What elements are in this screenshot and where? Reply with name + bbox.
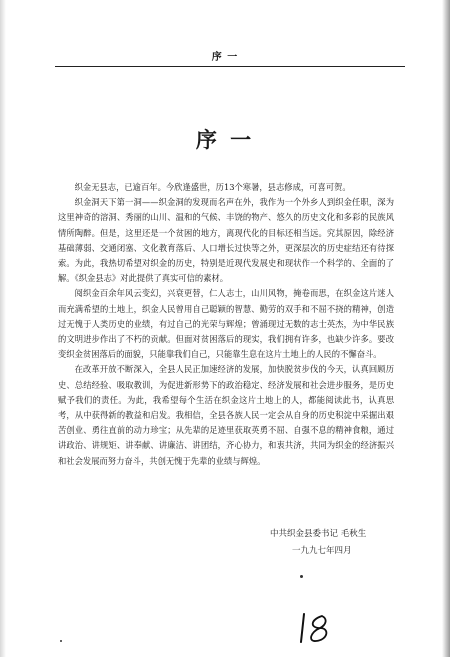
paragraph: 在改革开放不断深入，全县人民正加速经济的发展，加快脱贫步伐的今天，认真回顾历史、总结经验、吸取教训，为促进新形势下的政治稳定、经济发展和社会进步服务，是历史赋予我们的责任。为此，我希望每个生活在织金这片土地上的人，都能阅读此书，认真思考，从中获得新的教益和启发。我相信，全县各族人民一定会从自身的历史积淀中采掘出艰苦创业、勇往直前的动力珍宝；从先辈的足迹里获取英勇不屈、自强不息的精神食粮，通过讲政治、讲规矩、讲奉献、讲廉洁、讲团结，齐心协力，和衷共济，共同为织金的经济振兴和社会发展而努力奋斗，共创无愧于先辈的业绩与辉煌。	[58, 364, 394, 466]
handwritten-page-number	[296, 610, 336, 646]
scan-edge-right	[442, 0, 450, 657]
signature-date: 一九九七年四月	[292, 546, 352, 556]
handwritten-18-icon	[296, 610, 336, 646]
page-title: 序 一	[195, 127, 255, 152]
header-rule	[55, 66, 405, 67]
paragraph: 阅织金百余年风云变幻，兴衰更替，仁人志士，山川风物，掩卷而思，在织金这片迷人而充满希望的土地上，织金人民曾用自己聪颖的智慧、勤劳的双手和不屈不挠的精神，创造过无愧于人类历史的业绩，有过自己的光荣与辉煌；曾涌现过无数的志士英杰，为中华民族的文明进步作出了不朽的贡献。但面对贫困落后的现实，我们拥有许多，也缺少许多。要改变织金贫困落后的面貌，只能靠我们自己，只能靠生息在这片土地上的人民的不懈奋斗。	[58, 288, 394, 360]
scan-edge-left	[0, 0, 6, 657]
signature-author: 中共织金县委书记 毛秋生	[270, 529, 367, 539]
signature-block	[270, 526, 400, 560]
body-text	[58, 180, 394, 469]
scan-speck	[60, 640, 62, 642]
scan-speck	[300, 575, 303, 578]
running-header: 序 一	[211, 52, 239, 63]
paragraph: 织金无县志，已逾百年。今欣逢盛世，历13个寒暑，县志修成，可喜可贺。	[74, 182, 351, 192]
paragraph: 织金洞天下第一洞——织金洞的发现而名声在外，我作为一个外乡人到织金任职，深为这里神奇的溶洞、秀丽的山川、温和的气候、丰饶的物产、悠久的历史文化和多彩的民族风情所陶醉。但是，这里还是一个贫困的地方，离现代化的目标还相当远。究其原因，除经济基础薄弱、交通闭塞、文化教育落后、人口增长过快等之外，更深层次的历史症结还有待探索。为此，我热切希望对织金的历史，特别是近现代发展史和现状作一个科学的、全面的了解。《织金县志》对此提供了真实可信的素材。	[58, 197, 394, 284]
